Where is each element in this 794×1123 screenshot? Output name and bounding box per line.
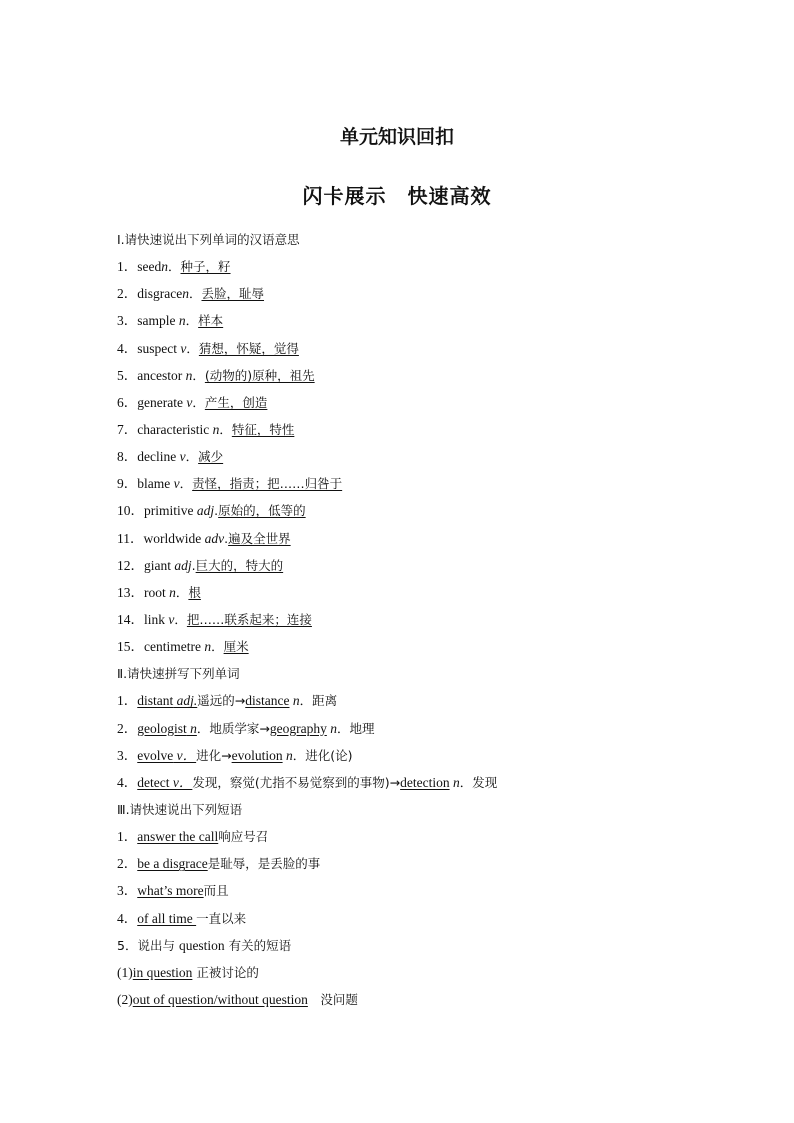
section-3-sublist xyxy=(117,963,757,1017)
answer-phrase: of all time xyxy=(137,910,197,926)
phrase-item xyxy=(117,909,757,936)
part-of-speech: n xyxy=(212,421,220,437)
answer-phrase: answer the call xyxy=(137,829,219,845)
part-of-speech: v． xyxy=(173,747,197,763)
item-number: 1． xyxy=(117,829,138,845)
answer-meaning: 样本 xyxy=(198,313,224,329)
vocab-item xyxy=(117,556,757,583)
answer-meaning: 减少 xyxy=(198,449,224,465)
item-number: 3． xyxy=(117,883,138,899)
separator: . xyxy=(224,530,229,546)
section-1-heading: Ⅰ.请快速说出下列单词的汉语意思 xyxy=(117,232,300,247)
separator: ． xyxy=(174,611,187,627)
separator: ． xyxy=(185,449,199,465)
answer-phrase: out of question/without question xyxy=(132,991,308,1007)
vocab-item xyxy=(117,637,757,664)
question-phrase-item xyxy=(117,990,757,1017)
separator: ． xyxy=(185,313,199,329)
vocab-item xyxy=(117,420,757,447)
separator: ． xyxy=(168,259,181,275)
page-title: 单元知识回扣 xyxy=(339,126,454,148)
part-of-speech: n xyxy=(186,720,197,736)
answer-meaning: 遍及全世界 xyxy=(228,530,291,546)
phrase-meaning: 是耻辱，是丢脸的事 xyxy=(207,856,321,872)
part-of-speech: n xyxy=(169,584,176,600)
part-of-speech: v xyxy=(180,340,187,356)
item-word: link xyxy=(144,611,169,627)
answer-meaning: 原始的，低等的 xyxy=(218,503,306,519)
spelling-item xyxy=(117,746,757,773)
item-number: 4． xyxy=(117,774,138,790)
separator: . xyxy=(191,557,196,573)
vocab-item xyxy=(117,393,757,420)
vocab-item xyxy=(117,311,757,338)
item-5-word: question xyxy=(178,937,225,953)
answer-meaning: (动物的)原种，祖先 xyxy=(204,367,315,383)
section-3-heading: Ⅲ.请快速说出下列短语 xyxy=(117,801,243,817)
item-word: characteristic xyxy=(137,421,213,437)
meaning: ．进化(论) xyxy=(292,747,353,763)
item-number: 13． xyxy=(117,584,144,600)
item-number: (1) xyxy=(117,964,133,980)
answer-word: distant xyxy=(137,693,174,709)
item-word: decline xyxy=(137,449,180,465)
item-number: 10． xyxy=(117,503,144,519)
section-2-heading: Ⅱ.请快速拼写下列单词 xyxy=(117,666,240,682)
section-1-list xyxy=(117,257,757,664)
answer-meaning: 特征，特性 xyxy=(231,421,295,437)
answer-derived-word: detection xyxy=(400,774,450,790)
separator: . xyxy=(214,503,219,519)
answer-meaning: 产生，创造 xyxy=(204,394,268,410)
phrase-meaning: 正被讨论的 xyxy=(192,964,259,980)
part-of-speech: v． xyxy=(169,774,193,790)
item-word: generate xyxy=(137,394,187,410)
separator: ． xyxy=(219,421,232,437)
item-number: 4． xyxy=(117,910,138,926)
part-of-speech: adj xyxy=(196,503,215,519)
answer-derived-word: evolution xyxy=(231,747,283,763)
separator: ． xyxy=(192,367,205,383)
item-word: root xyxy=(144,584,170,600)
part-of-speech: n xyxy=(178,313,186,329)
meaning: ．距离 xyxy=(299,693,338,709)
meaning: ．地质学家→ xyxy=(196,720,270,736)
item-word: suspect xyxy=(137,340,181,356)
item-number: 1． xyxy=(117,693,138,709)
item-number: 15． xyxy=(117,639,144,655)
item-number: (2) xyxy=(117,991,133,1007)
part-of-speech: n xyxy=(161,259,168,275)
answer-derived-word: distance xyxy=(245,693,290,709)
answer-meaning: 种子，籽 xyxy=(180,259,231,275)
meaning: ．发现 xyxy=(459,774,498,790)
separator: ． xyxy=(186,340,199,356)
meaning: 进化→ xyxy=(196,747,232,763)
item-5-prefix: 5．说出与 xyxy=(117,937,179,953)
item-number: 2． xyxy=(117,856,138,872)
item-number: 3． xyxy=(117,313,138,329)
phrase-item xyxy=(117,854,757,881)
part-of-speech: n xyxy=(449,774,460,790)
section-3-list xyxy=(117,827,757,936)
item-number: 6． xyxy=(117,394,138,410)
answer-phrase: what’s more xyxy=(137,883,204,899)
part-of-speech: adv xyxy=(204,530,225,546)
item-number: 3． xyxy=(117,747,138,763)
answer-meaning: 丢脸，耻辱 xyxy=(201,286,265,302)
meaning: 遥远的→ xyxy=(197,693,246,709)
answer-meaning: 把……联系起来；连接 xyxy=(186,611,312,627)
vocab-item xyxy=(117,501,757,528)
item-number: 2． xyxy=(117,286,138,302)
part-of-speech: v xyxy=(168,611,175,627)
page-subtitle: 闪卡展示 快速高效 xyxy=(302,184,492,208)
part-of-speech: n xyxy=(185,367,193,383)
spelling-item xyxy=(117,719,757,746)
spelling-item xyxy=(117,773,757,800)
item-word: centimetre xyxy=(144,639,205,655)
item-number: 11． xyxy=(117,530,144,546)
part-of-speech: adj. xyxy=(173,693,198,709)
separator: ． xyxy=(211,639,224,655)
answer-meaning: 责怪，指责；把……归咎于 xyxy=(192,476,343,492)
item-number: 14． xyxy=(117,611,144,627)
item-number: 4． xyxy=(117,340,138,356)
part-of-speech: n xyxy=(204,639,212,655)
item-word: ancestor xyxy=(137,367,186,383)
phrase-meaning: 一直以来 xyxy=(196,910,247,926)
answer-phrase: be a disgrace xyxy=(137,856,208,872)
part-of-speech: v xyxy=(173,476,180,492)
phrase-item-5 xyxy=(117,936,757,963)
separator: ． xyxy=(188,286,202,302)
vocab-item xyxy=(117,257,757,284)
separator: ． xyxy=(179,476,193,492)
phrase-meaning: 没问题 xyxy=(307,991,358,1007)
item-word: sample xyxy=(137,313,179,329)
part-of-speech: adj xyxy=(174,557,192,573)
part-of-speech: n xyxy=(326,720,337,736)
part-of-speech: v xyxy=(179,449,186,465)
item-number: 12． xyxy=(117,557,144,573)
phrase-item xyxy=(117,827,757,854)
item-number: 2． xyxy=(117,720,138,736)
part-of-speech: n xyxy=(182,286,189,302)
vocab-item xyxy=(117,583,757,610)
vocab-item xyxy=(117,366,757,393)
answer-meaning: 根 xyxy=(188,584,201,600)
vocab-item xyxy=(117,339,757,366)
item-5-suffix: 有关的短语 xyxy=(224,937,292,953)
answer-word: detect xyxy=(137,774,170,790)
answer-derived-word: geography xyxy=(269,720,327,736)
phrase-item xyxy=(117,881,757,908)
answer-meaning: 猜想，怀疑，觉得 xyxy=(198,340,299,356)
answer-meaning: 厘米 xyxy=(223,639,249,655)
phrase-meaning: 响应号召 xyxy=(218,829,269,845)
vocab-item xyxy=(117,610,757,637)
item-word: seed xyxy=(137,259,162,275)
item-word: giant xyxy=(144,557,175,573)
question-phrase-item xyxy=(117,963,757,990)
vocab-item xyxy=(117,447,757,474)
part-of-speech: v xyxy=(186,394,193,410)
vocab-item xyxy=(117,529,757,556)
meaning: ．地理 xyxy=(336,720,375,736)
phrase-meaning: 而且 xyxy=(203,883,229,899)
item-number: 1． xyxy=(117,259,138,275)
content-body xyxy=(117,230,757,1017)
part-of-speech: n xyxy=(289,693,300,709)
spelling-item xyxy=(117,691,757,718)
answer-word: geologist xyxy=(137,720,187,736)
item-number: 8． xyxy=(117,449,138,465)
item-number: 7． xyxy=(117,421,138,437)
item-number: 5． xyxy=(117,367,138,383)
separator: ． xyxy=(192,394,205,410)
section-2-list xyxy=(117,691,757,800)
item-word: primitive xyxy=(144,503,197,519)
answer-word: evolve xyxy=(137,747,174,763)
answer-meaning: 巨大的，特大的 xyxy=(195,557,284,573)
item-word: disgrace xyxy=(137,286,183,302)
answer-phrase: in question xyxy=(132,964,193,980)
item-word: blame xyxy=(137,476,174,492)
separator: ． xyxy=(175,584,189,600)
vocab-item xyxy=(117,474,757,501)
meaning: 发现，察觉(尤指不易觉察到的事物)→ xyxy=(192,774,401,790)
item-word: worldwide xyxy=(143,530,205,546)
vocab-item xyxy=(117,284,757,311)
item-number: 9． xyxy=(117,476,138,492)
part-of-speech: n xyxy=(282,747,293,763)
